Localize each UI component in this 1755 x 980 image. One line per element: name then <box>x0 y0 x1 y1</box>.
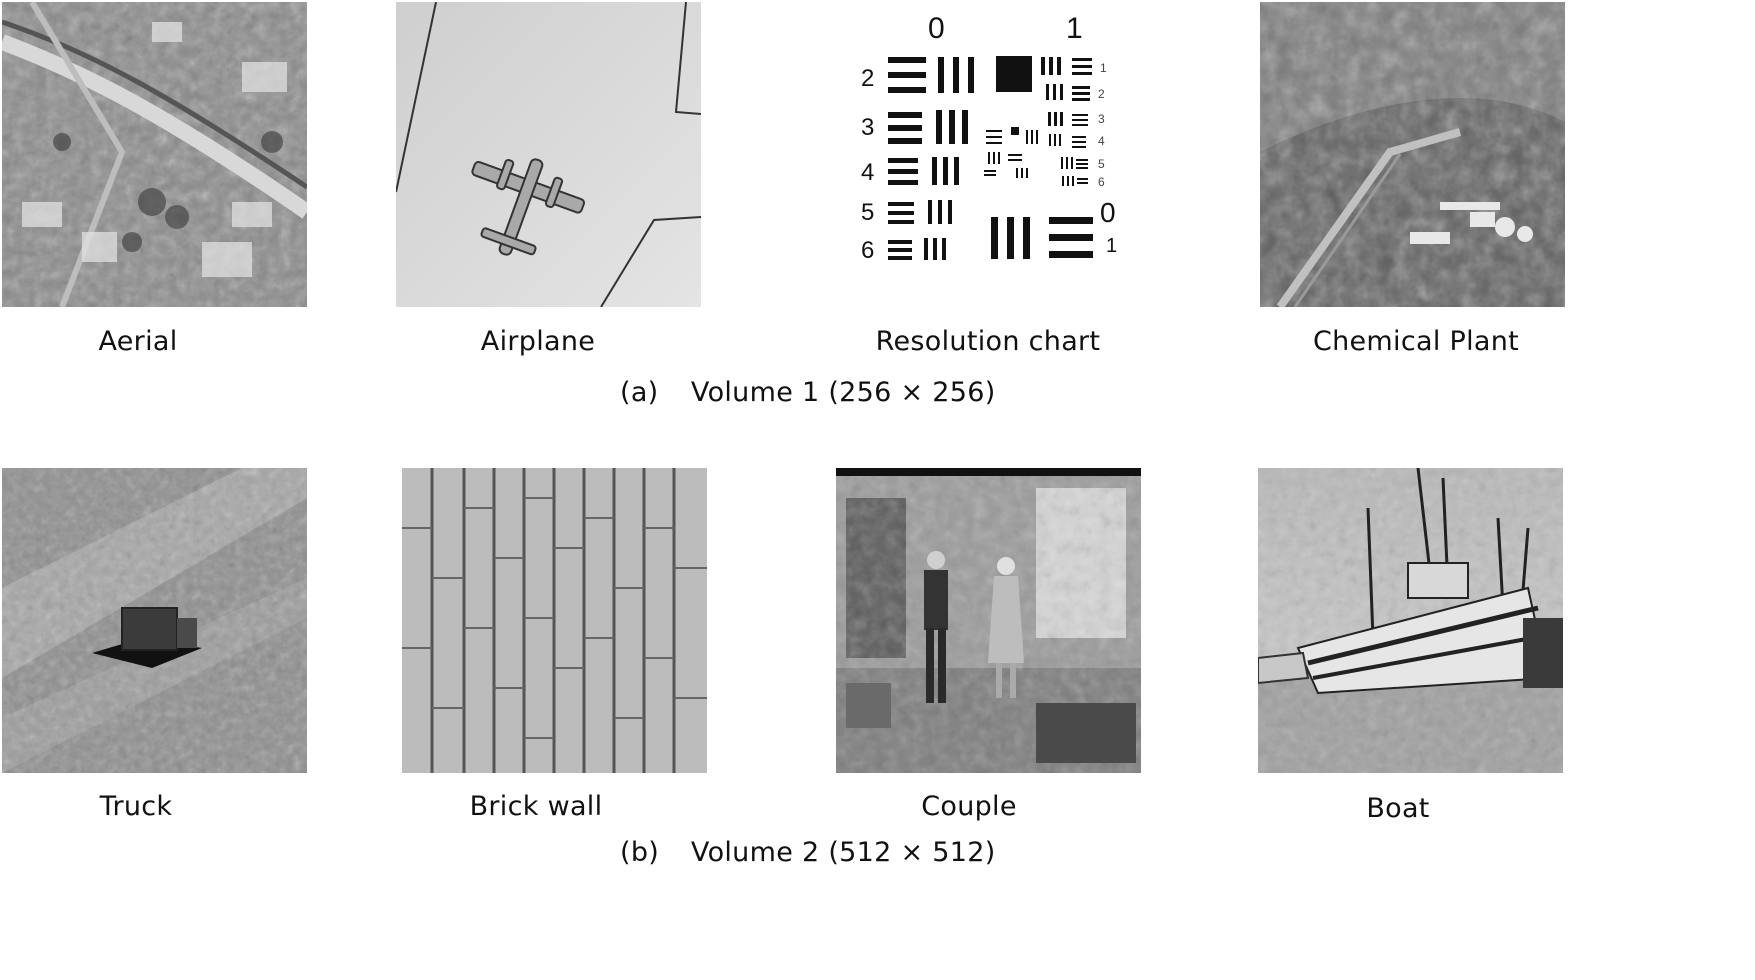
chart-mark-small-4: 4 <box>1098 134 1105 148</box>
chart-mark-left-3: 3 <box>861 114 875 141</box>
brick-wall-image <box>402 468 707 773</box>
truck-image <box>2 468 307 773</box>
image-label-chemical-plant: Chemical Plant <box>1312 326 1520 357</box>
chart-mark-left-6: 6 <box>861 237 875 264</box>
boat-image <box>1258 468 1563 773</box>
chart-mark-small-3: 3 <box>1098 112 1105 126</box>
image-label-aerial: Aerial <box>98 326 178 357</box>
volume1-caption-label: (a) <box>620 377 659 408</box>
chart-mark-left-2: 2 <box>861 65 875 92</box>
chart-mark-top-0: 0 <box>928 12 945 45</box>
volume1-caption-text: Volume 1 (256 × 256) <box>690 377 996 408</box>
chart-mark-left-5: 5 <box>861 199 875 226</box>
airplane-image <box>396 2 701 307</box>
chart-mark-corner-0: 0 <box>1100 197 1116 228</box>
chart-mark-corner-1: 1 <box>1106 235 1118 257</box>
volume2-caption-text: Volume 2 (512 × 512) <box>690 837 996 868</box>
aerial-image <box>2 2 307 307</box>
chart-mark-small-6: 6 <box>1098 175 1105 189</box>
volume2-caption-label: (b) <box>620 837 660 868</box>
volume1-caption <box>620 377 996 408</box>
image-label-resolution-chart: Resolution chart <box>875 326 1101 357</box>
image-label-brick-wall: Brick wall <box>469 791 603 822</box>
couple-image <box>836 468 1141 773</box>
volume2-caption <box>620 837 996 868</box>
chart-mark-top-1: 1 <box>1066 12 1083 45</box>
image-label-truck: Truck <box>99 791 173 822</box>
chart-mark-small-2: 2 <box>1098 87 1105 101</box>
image-label-couple: Couple <box>921 791 1017 822</box>
chart-mark-small-1: 1 <box>1100 61 1107 75</box>
chart-mark-left-4: 4 <box>861 159 875 186</box>
resolution-chart-image <box>836 2 1141 307</box>
image-label-airplane: Airplane <box>480 326 596 357</box>
image-label-boat: Boat <box>1366 793 1430 824</box>
chart-mark-small-5: 5 <box>1098 157 1105 171</box>
chemical-plant-image <box>1260 2 1565 307</box>
